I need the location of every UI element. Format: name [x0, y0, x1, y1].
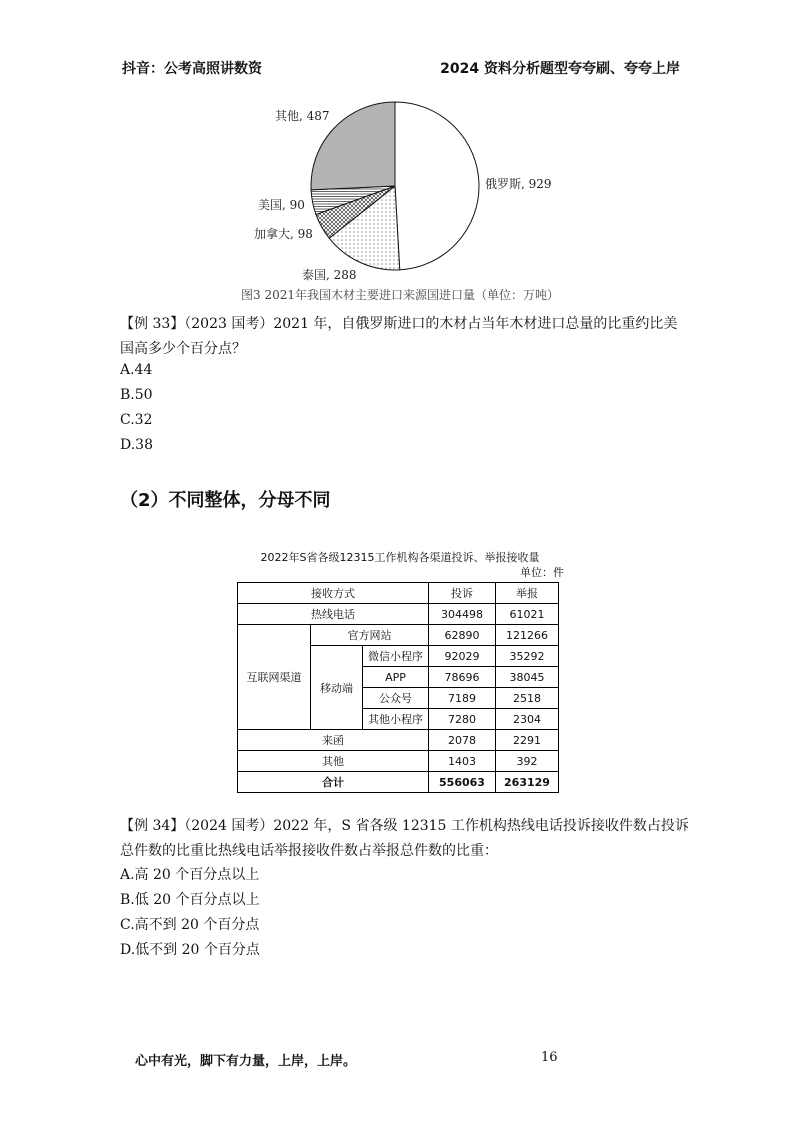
row-label: 来函	[238, 730, 429, 751]
cell-report: 38045	[496, 667, 559, 688]
pie-label-usa: 美国, 90	[258, 198, 305, 212]
pie-slice-russia	[395, 102, 479, 270]
header-right: 2024 资料分析题型夸夸刷、夸夸上岸	[440, 61, 680, 77]
cell-report: 263129	[496, 772, 559, 793]
q33-option-b: B.50	[120, 387, 153, 403]
cell-report: 2304	[496, 709, 559, 730]
th-report: 举报	[496, 583, 559, 604]
cell-complaint: 304498	[429, 604, 496, 625]
row-label: 公众号	[363, 688, 429, 709]
cell-report: 2291	[496, 730, 559, 751]
table-total-row	[238, 772, 559, 793]
pie-label-canada: 加拿大, 98	[254, 227, 313, 241]
cell-complaint: 7189	[429, 688, 496, 709]
row-label: 其他小程序	[363, 709, 429, 730]
question-33: 【例 33】（2023 国考）2021 年，自俄罗斯进口的木材占当年木材进口总量的比重约比美国高多少个百分点？	[120, 316, 678, 357]
cell-complaint: 1403	[429, 751, 496, 772]
q34-option-d: D.低不到 20 个百分点	[120, 942, 260, 958]
cell-complaint: 62890	[429, 625, 496, 646]
cell-complaint: 92029	[429, 646, 496, 667]
footer-slogan: 心中有光，脚下有力量，上岸，上岸。	[135, 1054, 357, 1069]
question-34: 【例 34】（2024 国考）2022 年，S 省各级 12315 工作机构热线电话投诉接收件数占投诉总件数的比重比热线电话举报接收件数占举报总件数的比重：	[120, 818, 689, 859]
row-label: APP	[363, 667, 429, 688]
table-row	[238, 604, 559, 625]
cell-report: 35292	[496, 646, 559, 667]
cell-report: 61021	[496, 604, 559, 625]
row-group-internet: 互联网渠道	[238, 625, 311, 730]
table-header-row	[238, 583, 559, 604]
row-label: 官方网站	[311, 625, 429, 646]
section-title: （2）不同整体，分母不同	[120, 490, 331, 511]
pie-chart	[240, 98, 580, 284]
q33-option-a: A.44	[120, 362, 153, 378]
th-method: 接收方式	[238, 583, 429, 604]
th-complaint: 投诉	[429, 583, 496, 604]
cell-complaint: 7280	[429, 709, 496, 730]
cell-complaint: 78696	[429, 667, 496, 688]
q34-option-c: C.高不到 20 个百分点	[120, 917, 260, 933]
cell-report: 2518	[496, 688, 559, 709]
row-group-mobile: 移动端	[311, 646, 363, 730]
row-label: 其他	[238, 751, 429, 772]
table-row	[238, 625, 559, 646]
pie-label-thailand: 泰国, 288	[302, 268, 357, 282]
cell-complaint: 2078	[429, 730, 496, 751]
q34-option-b: B.低 20 个百分点以上	[120, 892, 260, 908]
data-table	[237, 582, 559, 793]
row-label: 合计	[238, 772, 429, 793]
row-label: 微信小程序	[363, 646, 429, 667]
q33-option-d: D.38	[120, 437, 153, 453]
q34-option-a: A.高 20 个百分点以上	[120, 867, 260, 883]
page-number: 16	[541, 1050, 558, 1065]
pie-label-other: 其他, 487	[275, 109, 330, 123]
pie-svg	[240, 98, 580, 284]
figure-caption: 图3 2021年我国木材主要进口来源国进口量（单位：万吨）	[241, 288, 559, 302]
cell-complaint: 556063	[429, 772, 496, 793]
table-title: 2022年S省各级12315工作机构各渠道投诉、举报接收量	[260, 551, 540, 564]
table-row	[238, 730, 559, 751]
cell-report: 121266	[496, 625, 559, 646]
header-left: 抖音：公考高照讲数资	[122, 61, 262, 77]
table-unit: 单位：件	[520, 566, 564, 579]
cell-report: 392	[496, 751, 559, 772]
pie-label-russia: 俄罗斯, 929	[485, 177, 552, 191]
row-label: 热线电话	[238, 604, 429, 625]
table-row	[238, 751, 559, 772]
q33-option-c: C.32	[120, 412, 153, 428]
